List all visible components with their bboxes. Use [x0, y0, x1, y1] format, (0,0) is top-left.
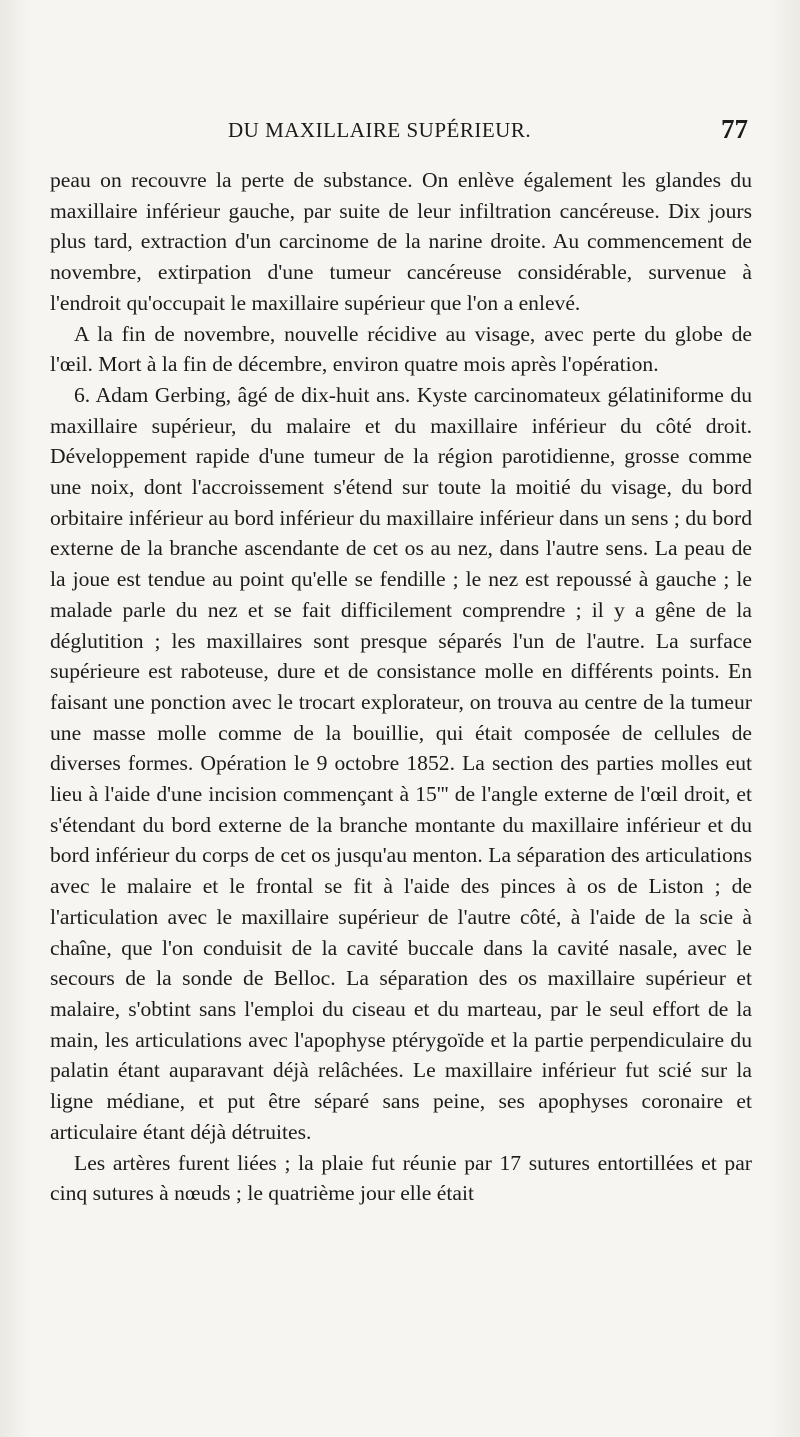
paragraph: peau on recouvre la perte de substance. On enlève également les glandes du maxillaire inférieur gauche, par suite de leur infiltration cancéreuse. Dix jours plus tard, extraction d'un carcinome de la narine droite. Au commencement de novembre, extirpation d'une tumeur cancéreuse considérable, survenue à l'endroit qu'occupait le maxillaire supérieur que l'on a enlevé.	[50, 168, 752, 315]
paragraph: Les artères furent liées ; la plaie fut réunie par 17 sutures entortillées et par cinq sutures à nœuds ; le quatrième jour elle était	[50, 1150, 752, 1206]
body-text	[50, 165, 752, 1209]
paragraph: 6. Adam Gerbing, âgé de dix-huit ans. Kyste carcinomateux gélatiniforme du maxillaire supérieur, du malaire et du maxillaire inférieur du côté droit. Développement rapide d'une tumeur de la région parotidienne, grosse comme une noix, dont l'accroissement s'étend sur toute la moitié du visage, du bord orbitaire inférieur au bord inférieur du maxillaire inférieur dans un sens ; du bord externe de la branche ascendante de cet os au nez, dans l'autre sens. La peau de la joue est tendue au point qu'elle se fendille ; le nez est repoussé à gauche ; le malade parle du nez et se fait difficilement comprendre ; il y a gêne de la déglutition ; les maxillaires sont presque séparés l'un de l'autre. La surface supérieure est raboteuse, dure et de consistance molle en différents points. En faisant une ponction avec le trocart explorateur, on trouva au centre de la tumeur une masse molle comme de la bouillie, qui était composée de cellules de diverses formes. Opération le 9 octobre 1852. La section des parties molles eut lieu à l'aide d'une incision commençant à 15''' de l'angle externe de l'œil droit, et s'étendant du bord externe de la branche montante du maxillaire inférieur et du bord inférieur du corps de cet os jusqu'au menton. La séparation des articulations avec le malaire et le frontal se fit à l'aide des pinces à os de Liston ; de l'articulation avec le maxillaire supérieur de l'autre côté, à l'aide de la scie à chaîne, que l'on conduisit de la cavité buccale dans la cavité nasale, avec le secours de la sonde de Belloc. La séparation des os maxillaire supérieur et malaire, s'obtint sans l'emploi du ciseau et du marteau, par le seul effort de la main, les articulations avec l'apophyse ptérygoïde et la partie perpendiculaire du palatin étant auparavant déjà relâchées. Le maxillaire inférieur fut scié sur la ligne médiane, et put être séparé sans peine, ses apophyses coronaire et articulaire étant déjà détruites.	[50, 382, 752, 1144]
running-head: DU MAXILLAIRE SUPÉRIEUR.	[228, 118, 532, 142]
page-number: 77	[721, 114, 748, 144]
page-header	[60, 114, 748, 154]
paragraph: A la fin de novembre, nouvelle récidive au visage, avec perte du globe de l'œil. Mort à la fin de décembre, environ quatre mois après l'opération.	[50, 321, 752, 377]
